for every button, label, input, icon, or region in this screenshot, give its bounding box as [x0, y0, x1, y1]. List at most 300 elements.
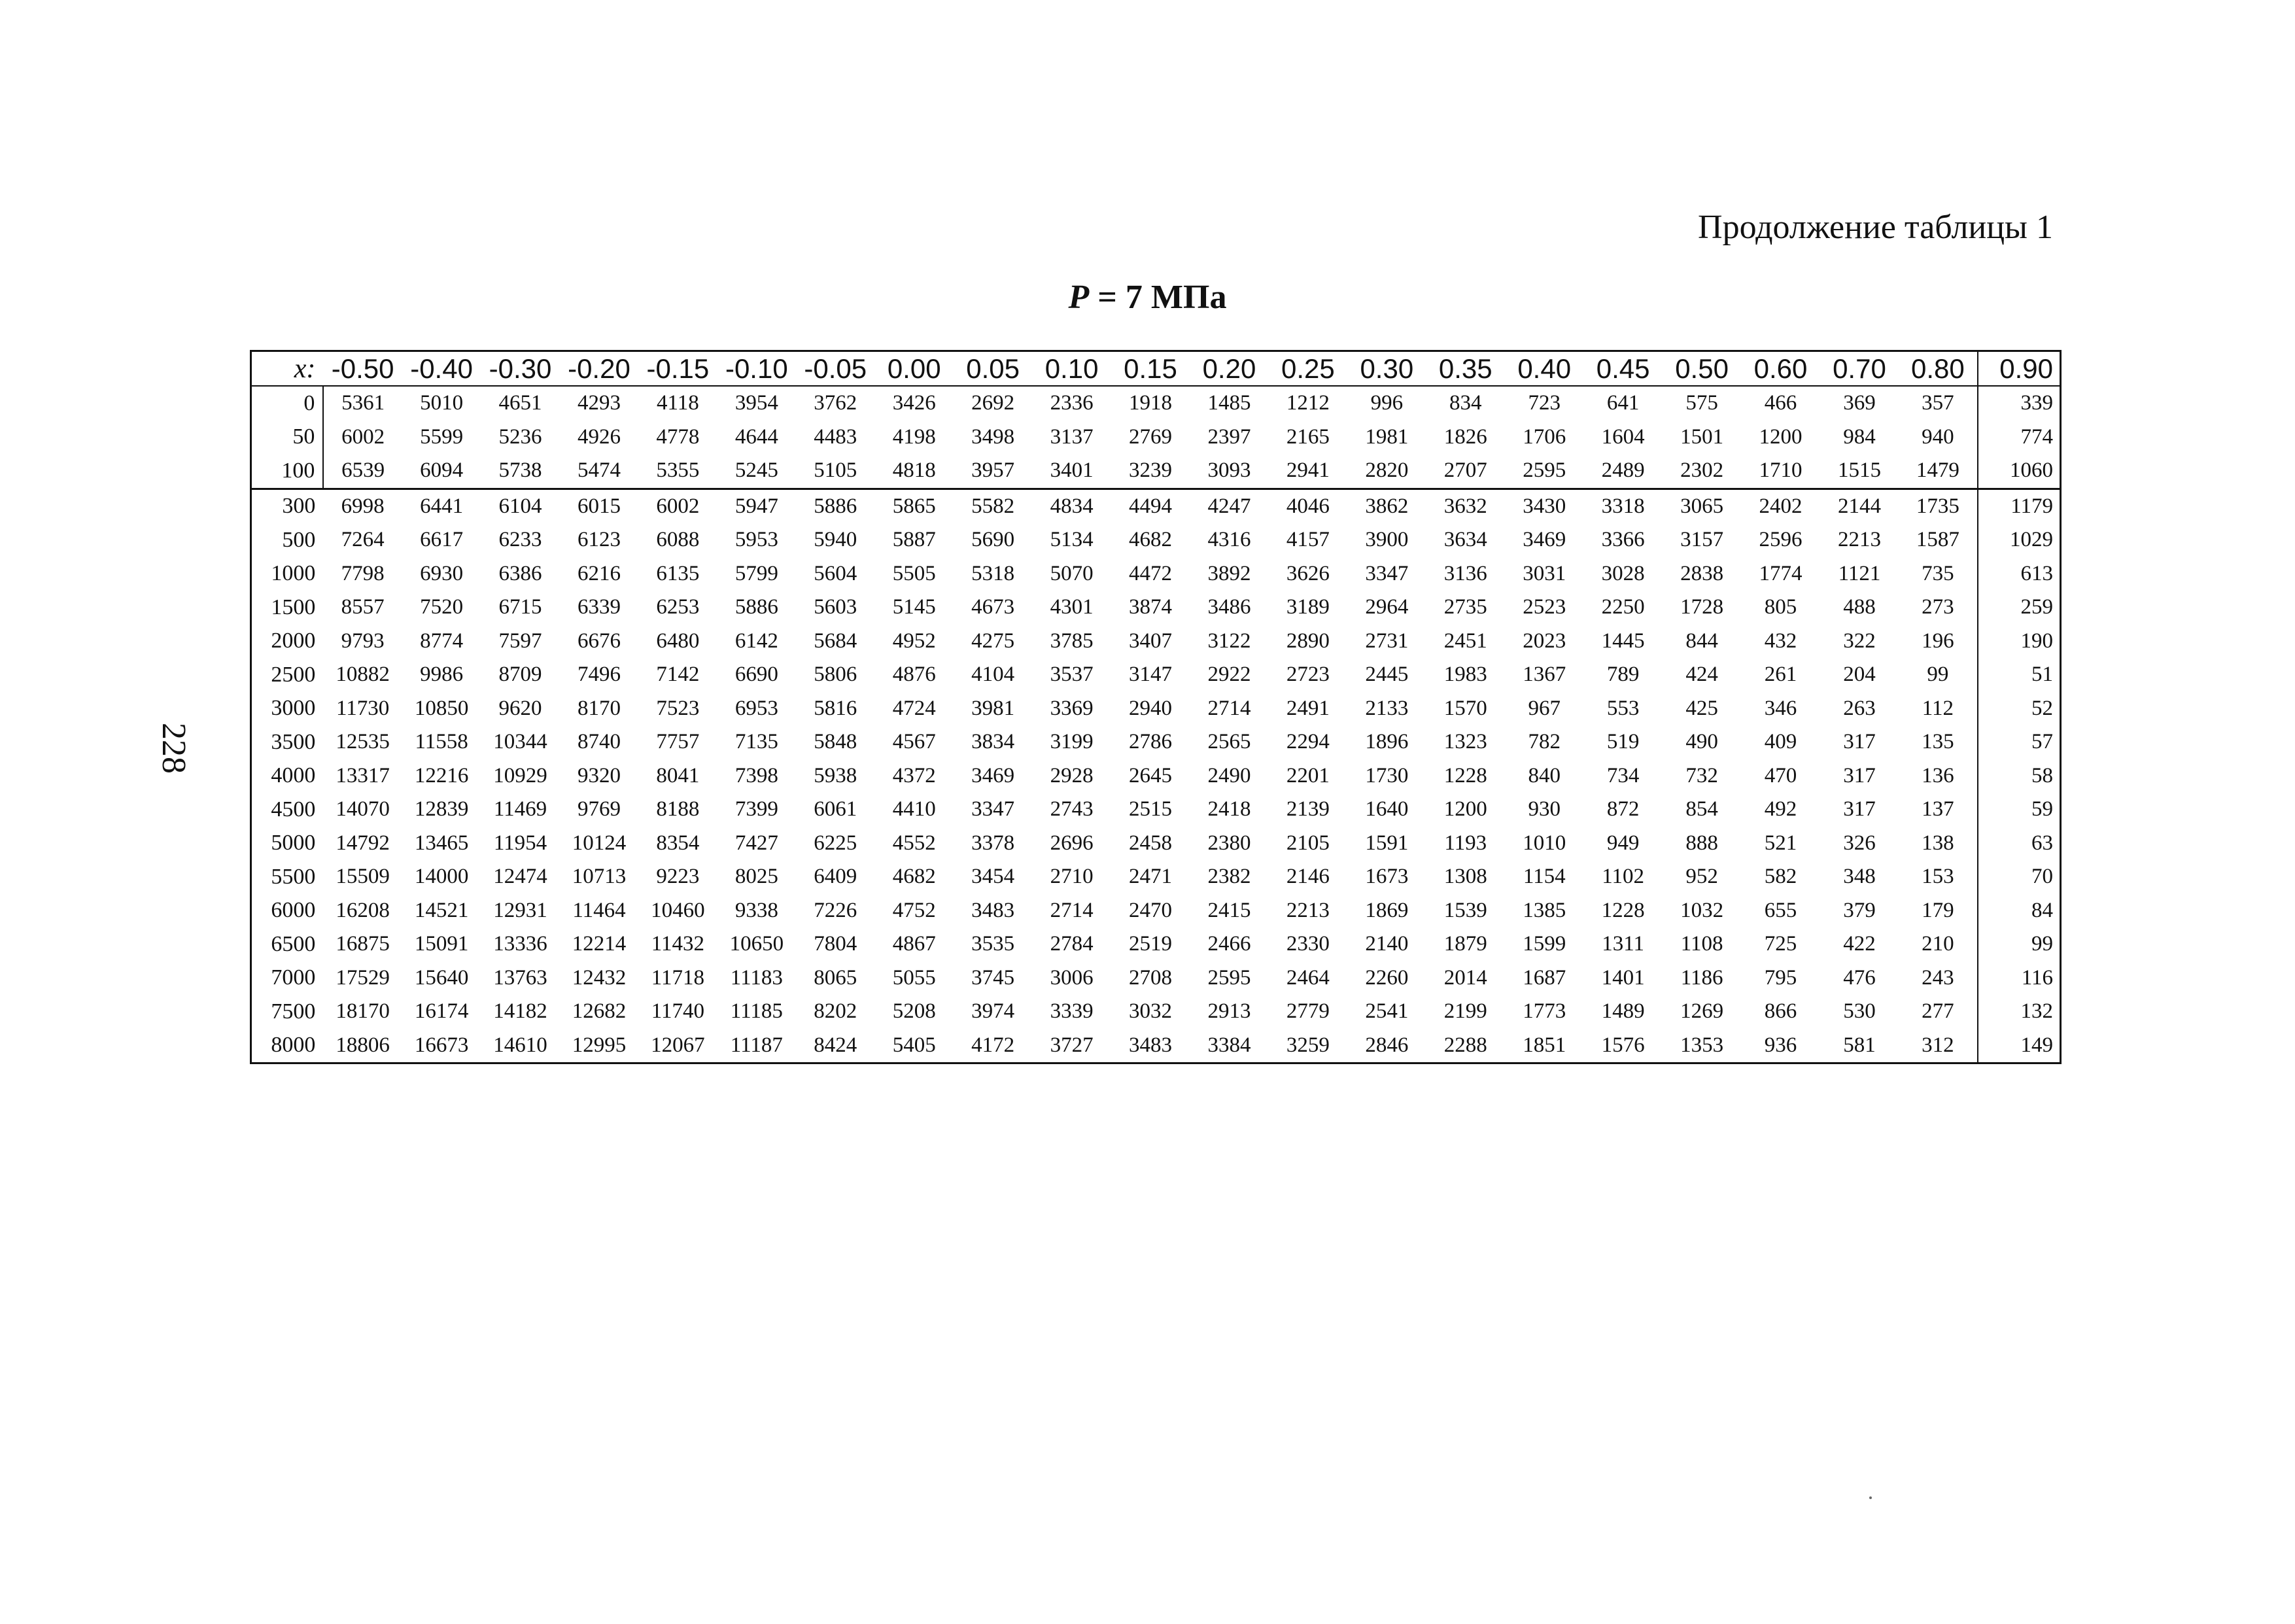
table-cell: 5886 — [814, 494, 857, 518]
table-cell: 8709 — [498, 663, 542, 687]
table-cell: 5690 — [971, 528, 1015, 552]
table-cell: 2023 — [1523, 629, 1566, 653]
table-cell: 9769 — [577, 797, 621, 821]
table-cell: 3727 — [1032, 1029, 1111, 1063]
table-cell: 3407 — [1129, 629, 1173, 653]
table-cell: 4867 — [892, 932, 936, 956]
table-cell: 3974 — [971, 999, 1015, 1024]
column-header: 0.50 — [1663, 351, 1741, 387]
table-cell: 5865 — [892, 494, 936, 518]
table-cell: 11718 — [651, 965, 705, 990]
table-cell: 1228 — [1601, 898, 1645, 922]
column-header: 0.45 — [1583, 351, 1662, 387]
table-cell: 2336 — [1050, 391, 1094, 415]
table-cell: 6015 — [577, 494, 621, 518]
table-cell: 3430 — [1523, 494, 1566, 518]
table-cell: 59 — [1978, 793, 2061, 827]
table-cell: 7798 — [341, 561, 385, 585]
table-cell: 7427 — [734, 831, 778, 855]
table-cell: 6123 — [577, 528, 621, 552]
table-cell: 2464 — [1286, 965, 1330, 990]
table-cell: 655 — [1764, 898, 1797, 922]
table-cell: 6253 — [656, 595, 700, 619]
table-cell: 190 — [1978, 625, 2061, 659]
table-cell: 4472 — [1129, 561, 1173, 585]
table-cell: 3028 — [1601, 561, 1645, 585]
table-cell: 3031 — [1523, 561, 1566, 585]
table-cell: 1826 — [1443, 424, 1487, 449]
table-cell: 641 — [1606, 391, 1640, 415]
table-cell: 52 — [1978, 692, 2061, 726]
table-cell: 1353 — [1663, 1029, 1741, 1063]
table-cell: 4724 — [892, 696, 936, 720]
table-cell: 3369 — [1050, 696, 1094, 720]
table-cell: 15091 — [414, 932, 469, 956]
table-cell: 2140 — [1365, 932, 1409, 956]
table-cell: 1186 — [1680, 965, 1723, 990]
table-cell: 3339 — [1050, 999, 1094, 1024]
table-cell: 1896 — [1365, 730, 1409, 754]
table-cell: 3157 — [1680, 528, 1724, 552]
table-cell: 2288 — [1426, 1029, 1505, 1063]
table-cell: 2928 — [1050, 763, 1094, 787]
table-cell: 409 — [1764, 730, 1797, 754]
table-cell: 12067 — [638, 1029, 717, 1063]
table-row — [251, 827, 2061, 861]
table-row — [251, 454, 2061, 489]
table-cell: 1200 — [1759, 424, 1803, 449]
table-cell: 2523 — [1523, 595, 1566, 619]
column-header: 0.80 — [1899, 351, 1977, 387]
table-cell: 2213 — [1286, 898, 1330, 922]
column-header: 0.60 — [1741, 351, 1820, 387]
table-cell: 2199 — [1443, 999, 1487, 1024]
table-cell: 2940 — [1129, 696, 1173, 720]
table-cell: 2769 — [1129, 424, 1173, 449]
table-cell: 4552 — [892, 831, 936, 855]
table-cell: 11558 — [415, 730, 468, 754]
table-cell: 725 — [1764, 932, 1797, 956]
table-cell: 5940 — [814, 528, 857, 552]
table-cell: 2779 — [1286, 999, 1330, 1024]
table-cell: 782 — [1528, 730, 1561, 754]
table-cell: 5145 — [892, 595, 936, 619]
table-cell: 14610 — [481, 1029, 559, 1063]
table-cell: 204 — [1843, 663, 1876, 687]
table-cell: 9223 — [656, 865, 700, 889]
table-cell: 11185 — [730, 999, 783, 1024]
table-cell: 138 — [1922, 831, 1954, 855]
table-cell: 3093 — [1190, 454, 1268, 489]
table-cell: 11183 — [730, 965, 783, 990]
table-cell: 5134 — [1050, 528, 1094, 552]
table-cell: 5599 — [420, 424, 464, 449]
table-cell: 10460 — [651, 898, 705, 922]
table-cell: 17529 — [336, 965, 390, 990]
table-cell: 346 — [1764, 696, 1797, 720]
table-cell: 732 — [1685, 763, 1718, 787]
table-cell: 996 — [1370, 391, 1404, 415]
table-cell: 3006 — [1050, 965, 1094, 990]
table-cell: 6339 — [577, 595, 621, 619]
table-cell: 3454 — [971, 865, 1015, 889]
table-cell: 8202 — [814, 999, 857, 1024]
table-cell: 263 — [1843, 696, 1876, 720]
table-cell: 1485 — [1207, 391, 1251, 415]
table-cell: 6142 — [734, 629, 778, 653]
table-cell: 135 — [1922, 730, 1954, 754]
table-cell: 476 — [1843, 965, 1876, 990]
table-cell: 6002 — [656, 494, 700, 518]
table-cell: 967 — [1528, 696, 1561, 720]
table-cell: 2941 — [1269, 454, 1347, 489]
table-cell: 317 — [1843, 730, 1876, 754]
table-cell: 2964 — [1365, 595, 1409, 619]
table-cell: 8025 — [734, 865, 778, 889]
table-row — [251, 759, 2061, 793]
table-cell: 2397 — [1207, 424, 1251, 449]
table-cell: 1228 — [1443, 763, 1487, 787]
table-cell: 2731 — [1365, 629, 1409, 653]
table-cell: 3535 — [971, 932, 1015, 956]
table-cell: 2820 — [1347, 454, 1426, 489]
row-header: 2000 — [271, 629, 316, 653]
table-cell: 466 — [1764, 391, 1797, 415]
table-row — [251, 961, 2061, 995]
table-cell: 14000 — [414, 865, 469, 889]
table-cell: 3634 — [1443, 528, 1487, 552]
table-cell: 2491 — [1286, 696, 1330, 720]
table-cell: 1445 — [1601, 629, 1645, 653]
table-cell: 6088 — [656, 528, 700, 552]
table-cell: 3626 — [1286, 561, 1330, 585]
table-cell: 2913 — [1207, 999, 1251, 1024]
table-row — [251, 489, 2061, 523]
table-cell: 3900 — [1365, 528, 1409, 552]
table-cell: 116 — [1978, 961, 2061, 995]
table-cell: 4372 — [892, 763, 936, 787]
table-cell: 1851 — [1505, 1029, 1583, 1063]
table-cell: 936 — [1741, 1029, 1820, 1063]
table-cell: 2922 — [1207, 663, 1251, 687]
table-cell: 312 — [1899, 1029, 1977, 1063]
table-cell: 317 — [1843, 797, 1876, 821]
table-cell: 3892 — [1207, 561, 1251, 585]
table-cell: 2735 — [1443, 595, 1487, 619]
table-cell: 210 — [1922, 932, 1954, 956]
table-cell: 3366 — [1601, 528, 1645, 552]
table-cell: 519 — [1606, 730, 1640, 754]
table-cell: 1060 — [1978, 454, 2061, 489]
table-row — [251, 1029, 2061, 1063]
table-cell: 2515 — [1129, 797, 1173, 821]
table-cell: 2213 — [1837, 528, 1881, 552]
table-cell: 2786 — [1129, 730, 1173, 754]
table-cell: 1587 — [1916, 528, 1959, 552]
table-cell: 3199 — [1050, 730, 1094, 754]
table-cell: 1179 — [1978, 489, 2061, 523]
table-cell: 2105 — [1286, 831, 1330, 855]
table-cell: 6480 — [656, 629, 700, 653]
table-cell: 1773 — [1523, 999, 1566, 1024]
table-cell: 4293 — [577, 391, 621, 415]
table-cell: 8188 — [656, 797, 700, 821]
table-cell: 57 — [1978, 725, 2061, 759]
table-cell: 2707 — [1426, 454, 1505, 489]
table-cell: 6998 — [341, 494, 385, 518]
table-cell: 2710 — [1050, 865, 1094, 889]
row-header: 50 — [292, 424, 315, 449]
table-cell: 326 — [1843, 831, 1876, 855]
table-cell: 379 — [1843, 898, 1876, 922]
table-cell: 12535 — [336, 730, 390, 754]
row-header: 4000 — [271, 763, 316, 788]
page-number: 228 — [155, 723, 192, 774]
table-cell: 1640 — [1365, 797, 1409, 821]
table-cell: 12216 — [414, 763, 469, 787]
table-cell: 16208 — [336, 898, 390, 922]
row-header: 500 — [282, 527, 316, 552]
table-cell: 774 — [1978, 421, 2061, 455]
table-cell: 1032 — [1680, 898, 1724, 922]
table-cell: 1710 — [1741, 454, 1820, 489]
table-cell: 581 — [1820, 1029, 1899, 1063]
table-cell: 422 — [1843, 932, 1876, 956]
table-row — [251, 591, 2061, 625]
table-cell: 1918 — [1129, 391, 1173, 415]
table-cell: 8065 — [814, 965, 857, 990]
table-cell: 5886 — [734, 595, 778, 619]
table-cell: 6690 — [734, 663, 778, 687]
table-cell: 5938 — [814, 763, 857, 787]
table-cell: 2595 — [1207, 965, 1251, 990]
table-cell: 10713 — [572, 865, 627, 889]
table-cell: 12931 — [493, 898, 547, 922]
row-header: 0 — [303, 390, 315, 415]
table-cell: 7597 — [498, 629, 542, 653]
table-cell: 734 — [1606, 763, 1640, 787]
table-cell: 492 — [1764, 797, 1797, 821]
table-cell: 2144 — [1837, 494, 1881, 518]
table-cell: 5947 — [734, 494, 778, 518]
row-header: 7000 — [271, 965, 316, 990]
column-header: 0.35 — [1426, 351, 1505, 387]
table-cell: 4410 — [892, 797, 936, 821]
table-cell: 866 — [1764, 999, 1797, 1024]
table-cell: 3498 — [971, 424, 1015, 449]
table-cell: 13465 — [414, 831, 469, 855]
table-cell: 2471 — [1129, 865, 1173, 889]
table-cell: 4494 — [1129, 494, 1173, 518]
table-cell: 6953 — [734, 696, 778, 720]
table-cell: 4157 — [1286, 528, 1330, 552]
table-cell: 63 — [1978, 827, 2061, 861]
table-cell: 2415 — [1207, 898, 1251, 922]
table-cell: 153 — [1922, 865, 1954, 889]
table-cell: 4301 — [1050, 595, 1094, 619]
table-cell: 7398 — [734, 763, 778, 787]
column-header: 0.25 — [1269, 351, 1347, 387]
table-cell: 1730 — [1365, 763, 1409, 787]
table-cell: 2382 — [1207, 865, 1251, 889]
table-cell: 5055 — [892, 965, 936, 990]
row-header: 6500 — [271, 931, 316, 956]
table-cell: 1576 — [1583, 1029, 1662, 1063]
table-cell: 5953 — [734, 528, 778, 552]
table-cell: 243 — [1922, 965, 1954, 990]
table-cell: 4172 — [954, 1029, 1032, 1063]
table-cell: 2146 — [1286, 865, 1330, 889]
table-cell: 12839 — [414, 797, 469, 821]
table-cell: 4651 — [498, 391, 542, 415]
table-cell: 7264 — [341, 528, 385, 552]
table-cell: 3347 — [971, 797, 1015, 821]
table-cell: 4316 — [1207, 528, 1251, 552]
row-header: 4500 — [271, 797, 316, 821]
table-cell: 1501 — [1680, 424, 1724, 449]
table-cell: 2458 — [1129, 831, 1173, 855]
table-cell: 613 — [1978, 557, 2061, 591]
table-cell: 2723 — [1286, 663, 1330, 687]
table-cell: 8774 — [420, 629, 464, 653]
table-cell: 3632 — [1443, 494, 1487, 518]
row-header: 6000 — [271, 898, 316, 923]
table-cell: 575 — [1685, 391, 1718, 415]
table-cell: 1311 — [1602, 932, 1645, 956]
table-cell: 8740 — [577, 730, 621, 754]
table-cell: 6225 — [814, 831, 857, 855]
table-cell: 4876 — [892, 663, 936, 687]
table-cell: 9793 — [341, 629, 385, 653]
table-cell: 18806 — [323, 1029, 402, 1063]
table-cell: 2165 — [1286, 424, 1330, 449]
table-cell: 5105 — [796, 454, 874, 489]
table-cell: 1029 — [1978, 523, 2061, 557]
table-cell: 5887 — [892, 528, 936, 552]
table-cell: 3032 — [1129, 999, 1173, 1024]
table-cell: 6061 — [814, 797, 857, 821]
table-cell: 3401 — [1032, 454, 1111, 489]
table-cell: 1479 — [1899, 454, 1977, 489]
table-cell: 6676 — [577, 629, 621, 653]
table-cell: 5799 — [734, 561, 778, 585]
table-cell: 2714 — [1050, 898, 1094, 922]
table-cell: 348 — [1843, 865, 1876, 889]
table-cell: 12682 — [572, 999, 627, 1024]
table-cell: 7142 — [656, 663, 700, 687]
table-cell: 3537 — [1050, 663, 1094, 687]
table-cell: 5245 — [717, 454, 796, 489]
table-cell: 1735 — [1916, 494, 1959, 518]
x-axis-label: x: — [251, 351, 324, 387]
table-cell: 4567 — [892, 730, 936, 754]
table-cell: 582 — [1764, 865, 1797, 889]
table-cell: 339 — [1978, 386, 2061, 421]
table-cell: 1774 — [1759, 561, 1803, 585]
table-cell: 488 — [1843, 595, 1876, 619]
table-cell: 5361 — [323, 386, 402, 421]
table-row — [251, 386, 2061, 421]
table-cell: 13763 — [493, 965, 547, 990]
table-cell: 3065 — [1680, 494, 1724, 518]
table-cell: 4778 — [656, 424, 700, 449]
table-cell: 424 — [1685, 663, 1718, 687]
table-cell: 3486 — [1207, 595, 1251, 619]
table-cell: 2565 — [1207, 730, 1251, 754]
table-cell: 259 — [1978, 591, 2061, 625]
table-cell: 10650 — [729, 932, 784, 956]
table-cell: 6135 — [656, 561, 700, 585]
table-cell: 9986 — [420, 663, 464, 687]
table-cell: 1308 — [1443, 865, 1487, 889]
table-cell: 5474 — [560, 454, 638, 489]
table-cell: 2014 — [1443, 965, 1487, 990]
table-cell: 3981 — [971, 696, 1015, 720]
data-table — [250, 350, 2062, 1064]
pressure-variable: P — [1068, 279, 1090, 316]
table-cell: 1269 — [1680, 999, 1724, 1024]
column-header: -0.15 — [638, 351, 717, 387]
table-cell: 1604 — [1601, 424, 1645, 449]
table-cell: 2596 — [1759, 528, 1803, 552]
row-header: 100 — [251, 454, 324, 489]
table-row — [251, 725, 2061, 759]
table-cell: 1401 — [1601, 965, 1645, 990]
table-cell: 723 — [1528, 391, 1561, 415]
table-cell: 5684 — [814, 629, 857, 653]
table-cell: 18170 — [336, 999, 390, 1024]
table-cell: 5070 — [1050, 561, 1094, 585]
table-cell: 872 — [1606, 797, 1640, 821]
table-cell: 2133 — [1365, 696, 1409, 720]
table-cell: 6409 — [814, 865, 857, 889]
table-cell: 1983 — [1443, 663, 1487, 687]
table-cell: 3137 — [1050, 424, 1094, 449]
table-cell: 940 — [1922, 424, 1954, 449]
table-cell: 70 — [1978, 860, 2061, 894]
table-cell: 16875 — [336, 932, 390, 956]
table-cell: 16673 — [402, 1029, 481, 1063]
table-cell: 2541 — [1365, 999, 1409, 1024]
table-cell: 4834 — [1050, 494, 1094, 518]
table-cell: 3426 — [892, 391, 936, 415]
table-cell: 949 — [1606, 831, 1640, 855]
table-cell: 4644 — [734, 424, 778, 449]
table-cell: 4673 — [971, 595, 1015, 619]
table-cell: 3762 — [814, 391, 857, 415]
table-cell: 15640 — [414, 965, 469, 990]
table-cell: 5010 — [420, 391, 464, 415]
table-cell: 2418 — [1207, 797, 1251, 821]
table-cell: 521 — [1764, 831, 1797, 855]
table-cell: 5505 — [892, 561, 936, 585]
column-header: -0.20 — [560, 351, 638, 387]
table-cell: 1010 — [1523, 831, 1566, 855]
row-header: 5500 — [271, 864, 316, 889]
table-cell: 6930 — [420, 561, 464, 585]
table-cell: 5236 — [498, 424, 542, 449]
table-cell: 1154 — [1523, 865, 1566, 889]
table-cell: 530 — [1843, 999, 1876, 1024]
column-header: -0.50 — [323, 351, 402, 387]
table-cell: 8557 — [341, 595, 385, 619]
table-cell: 6216 — [577, 561, 621, 585]
table-cell: 4682 — [892, 865, 936, 889]
column-header: 0.20 — [1190, 351, 1268, 387]
table-cell: 2743 — [1050, 797, 1094, 821]
table-cell: 4682 — [1129, 528, 1173, 552]
column-header: -0.30 — [481, 351, 559, 387]
